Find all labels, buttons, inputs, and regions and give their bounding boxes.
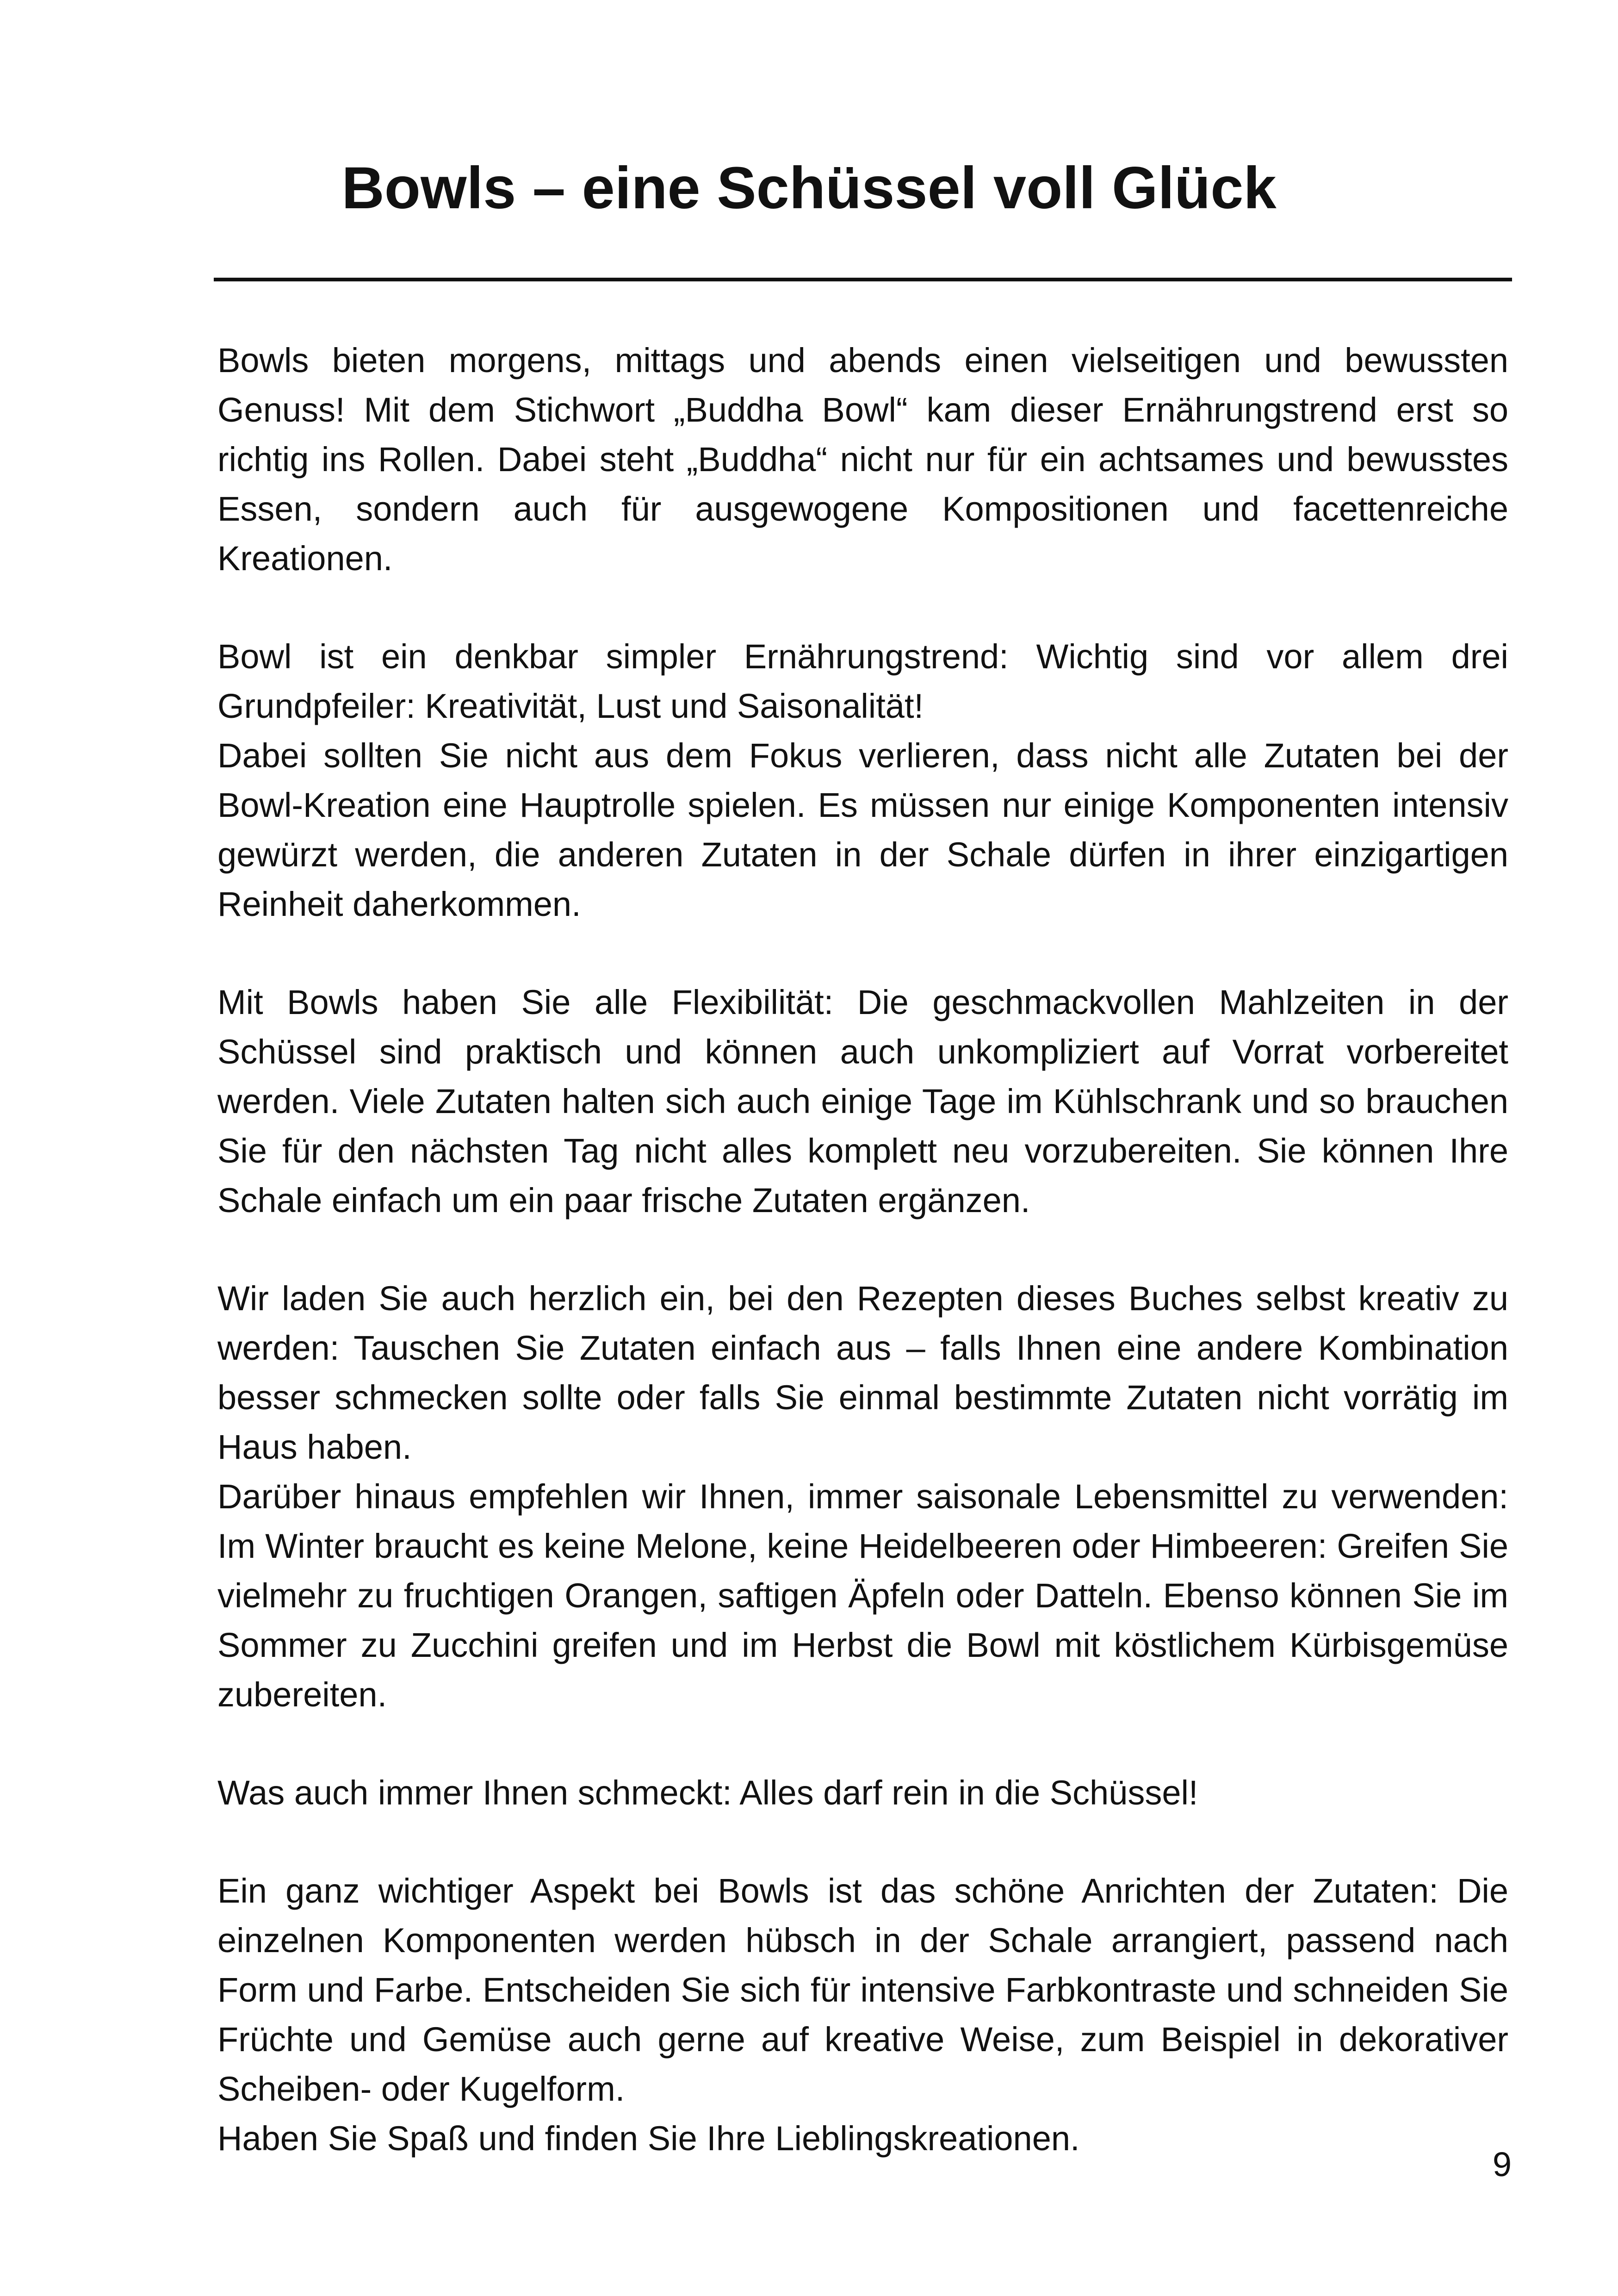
paragraph xyxy=(217,632,1508,929)
paragraph-text: Wir laden Sie auch herzlich ein, bei den Rezepten dieses Buches selbst kreativ zu werden: Tauschen Sie Zutaten einfach aus – falls Ihnen eine andere Kombination besser schmecken sollte oder falls Sie einmal bestimmte Zutaten nicht vorrätig im Haus haben. xyxy=(217,1279,1508,1466)
paragraph xyxy=(217,336,1508,583)
title-divider xyxy=(214,278,1512,281)
page-title: Bowls – eine Schüssel voll Glück xyxy=(341,155,1277,221)
paragraph-text: Darüber hinaus empfehlen wir Ihnen, immer saisonale Lebensmittel zu verwenden: Im Winter braucht es keine Melone, keine Heidelbeeren oder Himbeeren: Greifen Sie vielmehr zu fruchtigen Orangen, saftigen Äpfeln oder Datteln. Ebenso können Sie im Sommer zu Zucchini greifen und im Herbst die Bowl mit köstlichem Kürbisgemüse zubereiten. xyxy=(217,1477,1508,1714)
paragraph xyxy=(217,1274,1508,1719)
paragraph xyxy=(217,977,1508,1225)
paragraph-text: Bowl ist ein denkbar simpler Ernährungstrend: Wichtig sind vor allem drei Grundpfeiler: Kreativität, Lust und Saisonalität! xyxy=(217,637,1508,725)
paragraph-text: Bowls bieten morgens, mittags und abends einen vielseitigen und bewussten Genuss! Mit dem Stichwort „Buddha Bowl“ kam dieser Ernährungstrend erst so richtig ins Rollen. Dabei steht „Buddha“ nicht nur für ein achtsames und bewusstes Essen, sondern auch für ausgewogene Kompositionen und facettenreiche Kreationen. xyxy=(217,341,1508,578)
paragraph-text: Was auch immer Ihnen schmeckt: Alles darf rein in die Schüssel! xyxy=(217,1773,1198,1812)
paragraph-text: Dabei sollten Sie nicht aus dem Fokus verlieren, dass nicht alle Zutaten bei der Bowl-Kreation eine Hauptrolle spielen. Es müssen nur einige Komponenten intensiv gewürzt werden, die anderen Zutaten in der Schale dürfen in ihrer einzigartigen Reinheit daherkommen. xyxy=(217,736,1508,923)
paragraph xyxy=(217,1866,1508,2163)
body-text xyxy=(217,336,1508,2212)
page-number: 9 xyxy=(1492,2145,1512,2184)
paragraph-text: Ein ganz wichtiger Aspekt bei Bowls ist das schöne Anrichten der Zutaten: Die einzelnen Komponenten werden hübsch in der Schale arrangiert, passend nach Form und Farbe. Entscheiden Sie sich für intensive Farbkontraste und schneiden Sie Früchte und Gemüse auch gerne auf kreative Weise, zum Beispiel in dekorativer Scheiben- oder Kugelform. xyxy=(217,1872,1508,2108)
paragraph-text: Mit Bowls haben Sie alle Flexibilität: Die geschmackvollen Mahlzeiten in der Schüssel sind praktisch und können auch unkompliziert auf Vorrat vorbereitet werden. Viele Zutaten halten sich auch einige Tage im Kühlschrank und so brauchen Sie für den nächsten Tag nicht alles komplett neu vorzubereiten. Sie können Ihre Schale einfach um ein paar frische Zutaten ergänzen. xyxy=(217,983,1508,1220)
paragraph-text: Haben Sie Spaß und finden Sie Ihre Lieblingskreationen. xyxy=(217,2119,1080,2158)
paragraph xyxy=(217,1768,1508,1817)
